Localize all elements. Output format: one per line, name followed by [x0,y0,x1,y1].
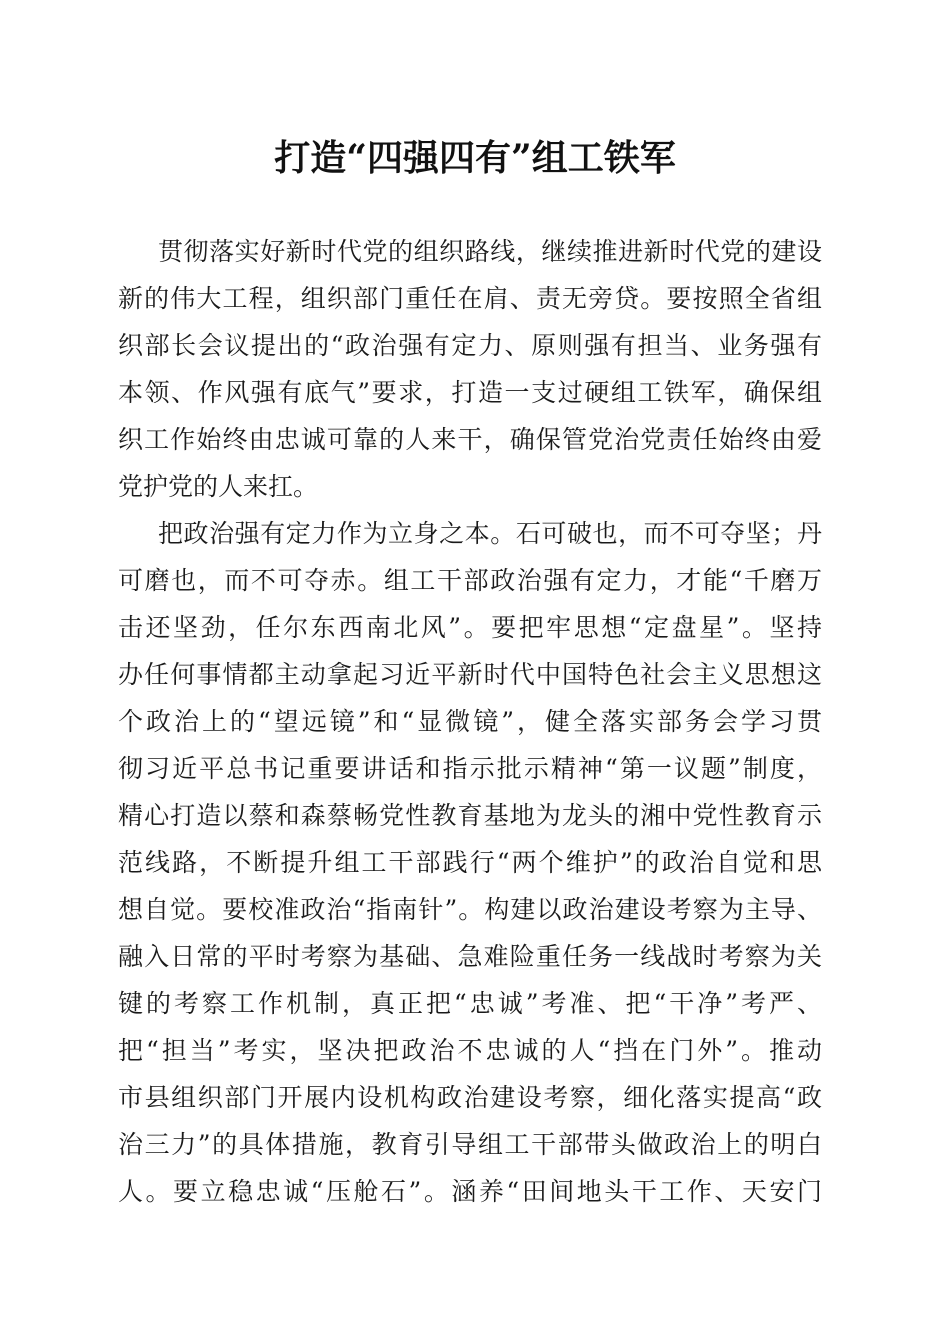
paragraph-line: 键的考察工作机制，真正把“忠诚”考准、把“干净”考严、 [118,989,822,1018]
paragraph-line: 把政治强有定力作为立身之本。石可破也，而不可夺坚；丹 [158,519,822,548]
paragraph-line: 党护党的人来扛。 [118,472,319,501]
paragraph-line: 融入日常的平时考察为基础、急难险重任务一线战时考察为关 [118,942,822,971]
paragraph-line: 个政治上的“望远镜”和“显微镜”，健全落实部务会学习贯 [118,707,822,736]
document-title: 打造“四强四有”组工铁军 [274,137,676,179]
paragraph-line: 新的伟大工程，组织部门重任在肩、责无旁贷。要按照全省组 [118,284,822,313]
paragraph-line: 想自觉。要校准政治“指南针”。构建以政治建设考察为主导、 [118,895,822,924]
paragraph-line: 精心打造以蔡和森蔡畅党性教育基地为龙头的湘中党性教育示 [118,801,822,830]
paragraph-line: 办任何事情都主动拿起习近平新时代中国特色社会主义思想这 [118,660,822,689]
paragraph-line: 织工作始终由忠诚可靠的人来干，确保管党治党责任始终由爱 [118,425,822,454]
paragraph-line: 治三力”的具体措施，教育引导组工干部带头做政治上的明白 [118,1130,822,1159]
paragraph-line: 击还坚劲，任尔东西南北风”。要把牢思想“定盘星”。坚持 [118,613,822,642]
paragraph-line: 可磨也，而不可夺赤。组工干部政治强有定力，才能“千磨万 [118,566,822,595]
paragraph-line: 人。要立稳忠诚“压舱石”。涵养“田间地头干工作、天安门 [118,1177,822,1206]
paragraph-line: 织部长会议提出的“政治强有定力、原则强有担当、业务强有 [118,331,822,360]
paragraph-line: 范线路，不断提升组工干部践行“两个维护”的政治自觉和思 [118,848,822,877]
paragraph-line: 贯彻落实好新时代党的组织路线，继续推进新时代党的建设 [158,237,822,266]
paragraph-line: 把“担当”考实，坚决把政治不忠诚的人“挡在门外”。推动 [118,1036,822,1065]
paragraph-line: 本领、作风强有底气”要求，打造一支过硬组工铁军，确保组 [118,378,822,407]
paragraph-line: 市县组织部门开展内设机构政治建设考察，细化落实提高“政 [118,1083,822,1112]
paragraph-line: 彻习近平总书记重要讲话和指示批示精神“第一议题”制度， [118,754,822,783]
